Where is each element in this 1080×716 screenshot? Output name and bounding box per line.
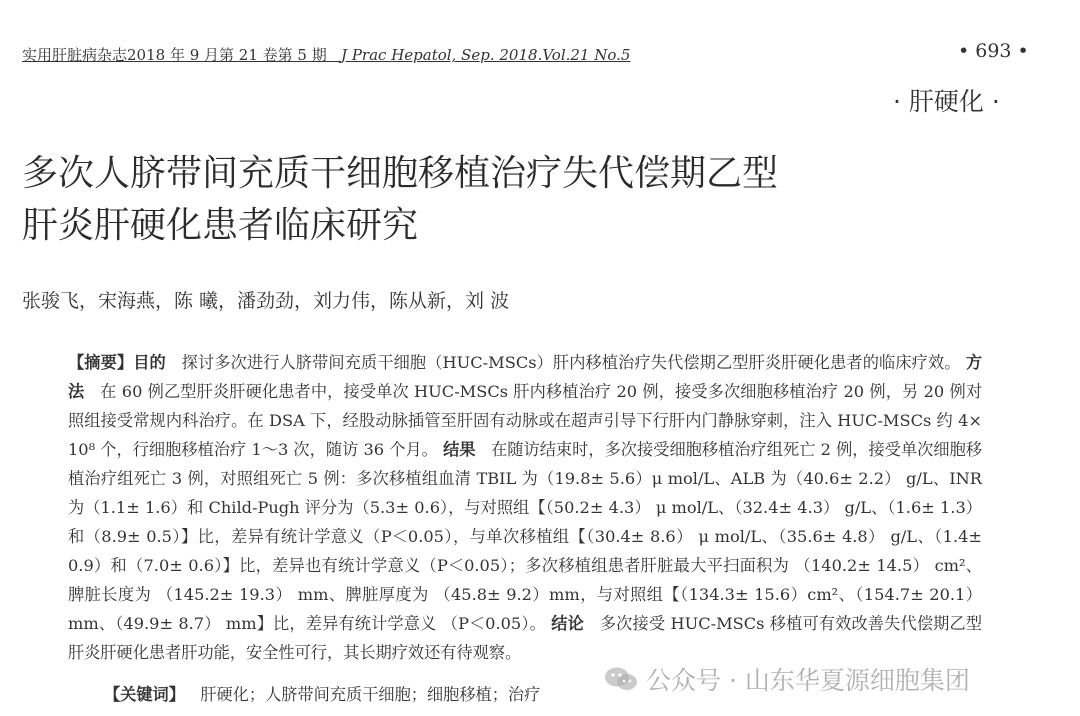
objective-text: 探讨多次进行人脐带间充质干细胞（HUC-MSCs）肝内移植治疗失代偿期乙型肝炎肝硬化患者的临床疗效。 — [181, 353, 961, 372]
results-label: 结果 — [443, 440, 476, 459]
abstract-label: 【摘要】 — [68, 353, 134, 372]
wechat-icon — [604, 666, 638, 692]
journal-cn: 实用肝脏病杂志2018 年 9 月第 21 卷第 5 期 — [22, 46, 327, 64]
conclusion-text: 多次接受 HUC-MSCs 移植可有效改善失代偿期乙型肝炎肝硬化患者肝功能，安全性可行，其长期疗效还有待观察。 — [68, 614, 983, 662]
conclusion-label: 结论 — [551, 614, 584, 633]
objective-label: 目的 — [133, 353, 166, 372]
author-list: 张骏飞，宋海燕，陈 曦，潘劲劲，刘力伟，陈从新，刘 波 — [22, 290, 510, 312]
results-text: 在随访结束时，多次接受细胞移植治疗组死亡 2 例，接受单次细胞移植治疗组死亡 3 例，对照组死亡 5 例：多次移植组血清 TBIL 为（19.8± 5.6）μ mol/L、ALB 为（40.6± 2.2） g/L、INR 为（1.1± 1.6）和 Child-Pugh 评分为（5.3± 0.6），与对照组【（50.2± 4.3） μ mol/L、（32.4± 4.3） g/L、（1.6± 1.3）和（8.9± 0.5）】比，差异有统计学意义（P＜0.05），与单次移植组【（30.4± 8.6） μ mol/L、（35.6± 4.8） g/L、（1.4± 0.9）和（7.0± 0.6）】比，差异也有统计学意义（P＜0.05）；多次移植组患者肝脏最大平扫面积为 （140.2± 14.5） cm²、脾脏长度为 （145.2± 19.3） mm、脾脏厚度为 （45.8± 9.2）mm，与对照组【（134.3± 15.6）cm²、（154.7± 20.1） mm、（49.9± 8.7） mm】比，差异有统计学意义 （P＜0.05）。 — [68, 440, 983, 633]
journal-citation — [22, 44, 630, 65]
keywords-label: 【关键词】 — [104, 685, 185, 704]
page-number: • 693 • — [958, 40, 1029, 62]
title-line-1: 多次人脐带间充质干细胞移植治疗失代偿期乙型 — [22, 153, 779, 194]
abstract — [68, 348, 982, 667]
section-tag: · 肝硬化 · — [893, 87, 1000, 116]
watermark — [604, 661, 970, 697]
journal-en: J Prac Hepatol, Sep. 2018.Vol.21 No.5 — [341, 46, 631, 64]
keywords-text: 肝硬化；人脐带间充质干细胞；细胞移植；治疗 — [200, 685, 541, 704]
paper-title — [22, 148, 778, 252]
keywords — [104, 681, 540, 705]
methods-text: 在 60 例乙型肝炎肝硬化患者中，接受单次 HUC-MSCs 肝内移植治疗 20 例，接受多次细胞移植治疗 20 例，另 20 例对照组接受常规内科治疗。在 DSA 下，经股动脉插管至肝固有动脉或在超声引导下行肝内门静脉穿刺，注入 HUC-MSCs 约 4× 10⁸ 个，行细胞移植治疗 1～3 次，随访 36 个月。 — [68, 382, 983, 459]
title-line-2: 肝炎肝硬化患者临床研究 — [22, 205, 419, 246]
watermark-text: 公众号 · 山东华夏源细胞集团 — [646, 666, 970, 695]
methods-label: 方法 — [68, 353, 983, 401]
